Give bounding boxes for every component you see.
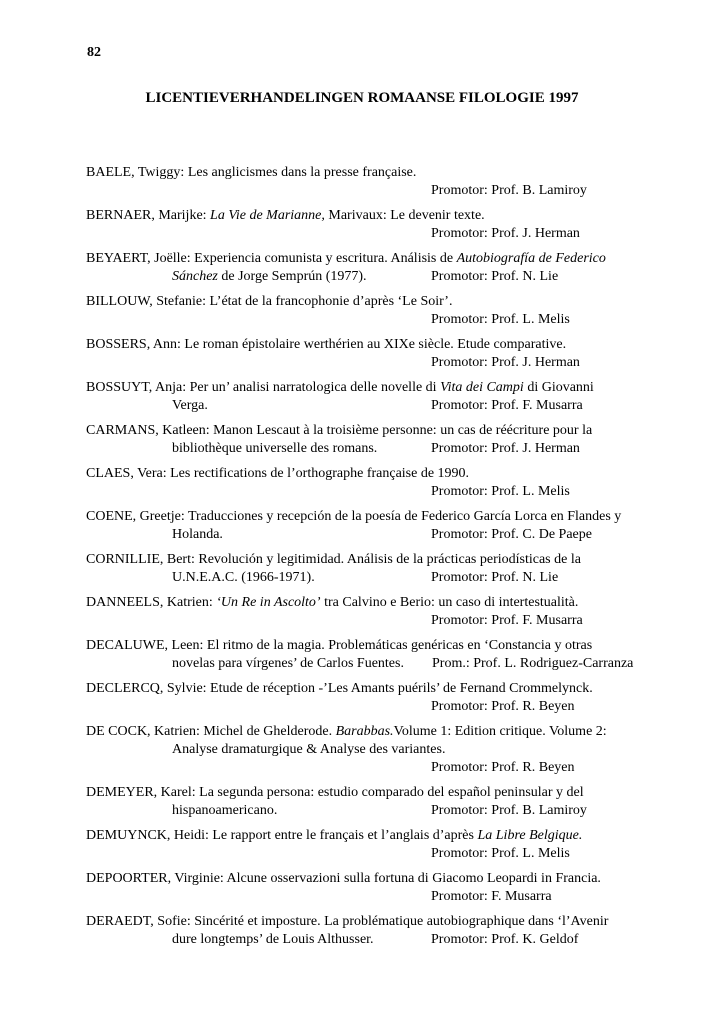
entry-text bbox=[86, 207, 656, 225]
entry-title-italic: Autobiografía de Federico bbox=[456, 251, 606, 266]
list-item bbox=[86, 594, 656, 630]
entry-promotor: Promotor: Prof. R. Beyen bbox=[431, 760, 575, 775]
entry-text bbox=[86, 250, 656, 268]
list-item bbox=[86, 827, 656, 863]
list-item bbox=[86, 784, 656, 820]
entry-promotor: Promotor: Prof. K. Geldof bbox=[431, 932, 579, 947]
entry-promotor: Promotor: Prof. J. Herman bbox=[431, 355, 580, 370]
entry-promotor: Promotor: Prof. N. Lie bbox=[431, 269, 559, 284]
entry-text-part: BERNAER, Marijke: bbox=[86, 208, 211, 223]
entry-text-part: Marivaux: Le devenir texte. bbox=[324, 208, 485, 223]
list-item bbox=[86, 870, 656, 906]
entry-text-part: di Giovanni bbox=[523, 380, 594, 395]
list-item bbox=[86, 336, 656, 372]
list-item bbox=[86, 551, 656, 587]
thesis-list bbox=[86, 164, 656, 956]
entry-promotor: Promotor: Prof. L. Melis bbox=[431, 846, 570, 861]
entry-text: DECLERCQ, Sylvie: Etude de réception -’Les Amants puérils’ de Fernand Crommelynck. bbox=[86, 681, 593, 696]
entry-title-italic: ‘Un Re in Ascolto’ bbox=[216, 595, 321, 610]
entry-promotor: Promotor: Prof. L. Melis bbox=[431, 484, 570, 499]
entry-text-continuation bbox=[86, 931, 656, 949]
entry-text-part: DEMUYNCK, Heidi: Le rapport entre le français et l’anglais d’après bbox=[86, 828, 478, 843]
entry-text-continuation bbox=[86, 802, 656, 820]
entry-promotor: Promotor: Prof. J. Herman bbox=[431, 226, 580, 241]
list-item bbox=[86, 465, 656, 501]
entry-promotor: Promotor: Prof. J. Herman bbox=[431, 441, 580, 456]
entry-text: CORNILLIE, Bert: Revolución y legitimidad. Análisis de la prácticas periodísticas de la bbox=[86, 552, 581, 567]
entry-text-continuation bbox=[86, 440, 656, 458]
entry-promotor: Promotor: F. Musarra bbox=[431, 889, 552, 904]
entry-text-part: tra Calvino e Berio: un caso di intertestualità. bbox=[320, 595, 579, 610]
entry-text-part: hispanoamericano. bbox=[172, 803, 278, 818]
entry-title-italic: Sánchez bbox=[172, 269, 218, 284]
entry-text-part: BOSSUYT, Anja: Per un’ analisi narratologica delle novelle di bbox=[86, 380, 441, 395]
entry-text-continuation bbox=[86, 655, 656, 673]
entry-text-part: DE COCK, Katrien: Michel de Ghelderode. bbox=[86, 724, 336, 739]
entry-text: BILLOUW, Stefanie: L’état de la francophonie d’après ‘Le Soir’. bbox=[86, 294, 453, 309]
entry-promotor: Promotor: Prof. B. Lamiroy bbox=[431, 803, 587, 818]
entry-text-part: de Jorge Semprún (1977). bbox=[217, 269, 367, 284]
list-item bbox=[86, 293, 656, 329]
entry-text-part: U.N.E.A.C. (1966-1971). bbox=[172, 570, 315, 585]
entry-text-part: Verga. bbox=[172, 398, 208, 413]
entry-text-part: BEYAERT, Joëlle: Experiencia comunista y escritura. Análisis de bbox=[86, 251, 457, 266]
entry-promotor: Promotor: Prof. F. Musarra bbox=[431, 398, 583, 413]
entry-promotor: Promotor: Prof. R. Beyen bbox=[431, 699, 575, 714]
entry-text: CLAES, Vera: Les rectifications de l’orthographe française de 1990. bbox=[86, 466, 470, 481]
entry-text-part: novelas para vírgenes’ de Carlos Fuentes. bbox=[172, 656, 404, 671]
list-item bbox=[86, 913, 656, 949]
list-item bbox=[86, 508, 656, 544]
entry-title-italic: La Libre Belgique. bbox=[477, 828, 583, 843]
list-item bbox=[86, 680, 656, 716]
entry-promotor: Prom.: Prof. L. Rodriguez-Carranza bbox=[432, 656, 634, 671]
page-number: 82 bbox=[87, 45, 101, 60]
entry-text: DECALUWE, Leen: El ritmo de la magia. Problemáticas genéricas en ‘Constancia y otras bbox=[86, 638, 593, 653]
list-item bbox=[86, 250, 656, 286]
entry-text: DEMEYER, Karel: La segunda persona: estudio comparado del español peninsular y del bbox=[86, 785, 584, 800]
entry-title-italic: Barabbas. bbox=[335, 724, 394, 739]
document-title: LICENTIEVERHANDELINGEN ROMAANSE FILOLOGIE 1997 bbox=[145, 90, 579, 106]
entry-text-part: bibliothèque universelle des romans. bbox=[172, 441, 378, 456]
entry-text-continuation bbox=[86, 526, 656, 544]
entry-text-part: dure longtemps’ de Louis Althusser. bbox=[172, 932, 374, 947]
entry-text: DERAEDT, Sofie: Sincérité et imposture. La problématique autobiographique dans ‘l’Avenir bbox=[86, 914, 609, 929]
entry-text: BOSSERS, Ann: Le roman épistolaire werthérien au XIXe siècle. Etude comparative. bbox=[86, 337, 567, 352]
list-item bbox=[86, 164, 656, 200]
list-item bbox=[86, 422, 656, 458]
entry-text: CARMANS, Katleen: Manon Lescaut à la troisième personne: un cas de réécriture pour la bbox=[86, 423, 593, 438]
entry-text-part: Volume 1: Edition critique. Volume 2: bbox=[393, 724, 607, 739]
entry-text-part: DANNEELS, Katrien: bbox=[86, 595, 217, 610]
entry-text bbox=[86, 827, 656, 845]
list-item bbox=[86, 723, 656, 777]
entry-text bbox=[86, 379, 656, 397]
entry-text: COENE, Greetje: Traducciones y recepción de la poesía de Federico García Lorca en Flandes y bbox=[86, 509, 622, 524]
entry-text-continuation bbox=[86, 397, 656, 415]
entry-text: BAELE, Twiggy: Les anglicismes dans la presse française. bbox=[86, 165, 417, 180]
entry-promotor: Promotor: Prof. C. De Paepe bbox=[431, 527, 592, 542]
entry-promotor: Promotor: Prof. N. Lie bbox=[431, 570, 559, 585]
entry-text-continuation: Analyse dramaturgique & Analyse des variantes. bbox=[172, 742, 446, 757]
entry-text bbox=[86, 594, 656, 612]
entry-promotor: Promotor: Prof. F. Musarra bbox=[431, 613, 583, 628]
entry-promotor: Promotor: Prof. B. Lamiroy bbox=[431, 183, 587, 198]
entry-title-italic: La Vie de Marianne, bbox=[210, 208, 325, 223]
entry-text-continuation bbox=[86, 569, 656, 587]
entry-text-part: Holanda. bbox=[172, 527, 223, 542]
list-item bbox=[86, 207, 656, 243]
entry-promotor: Promotor: Prof. L. Melis bbox=[431, 312, 570, 327]
entry-title-italic: Vita dei Campi bbox=[440, 380, 524, 395]
list-item bbox=[86, 379, 656, 415]
entry-text-continuation bbox=[86, 268, 656, 286]
list-item bbox=[86, 637, 656, 673]
entry-text bbox=[86, 723, 656, 741]
entry-text: DEPOORTER, Virginie: Alcune osservazioni sulla fortuna di Giacomo Leopardi in Francia. bbox=[86, 871, 601, 886]
